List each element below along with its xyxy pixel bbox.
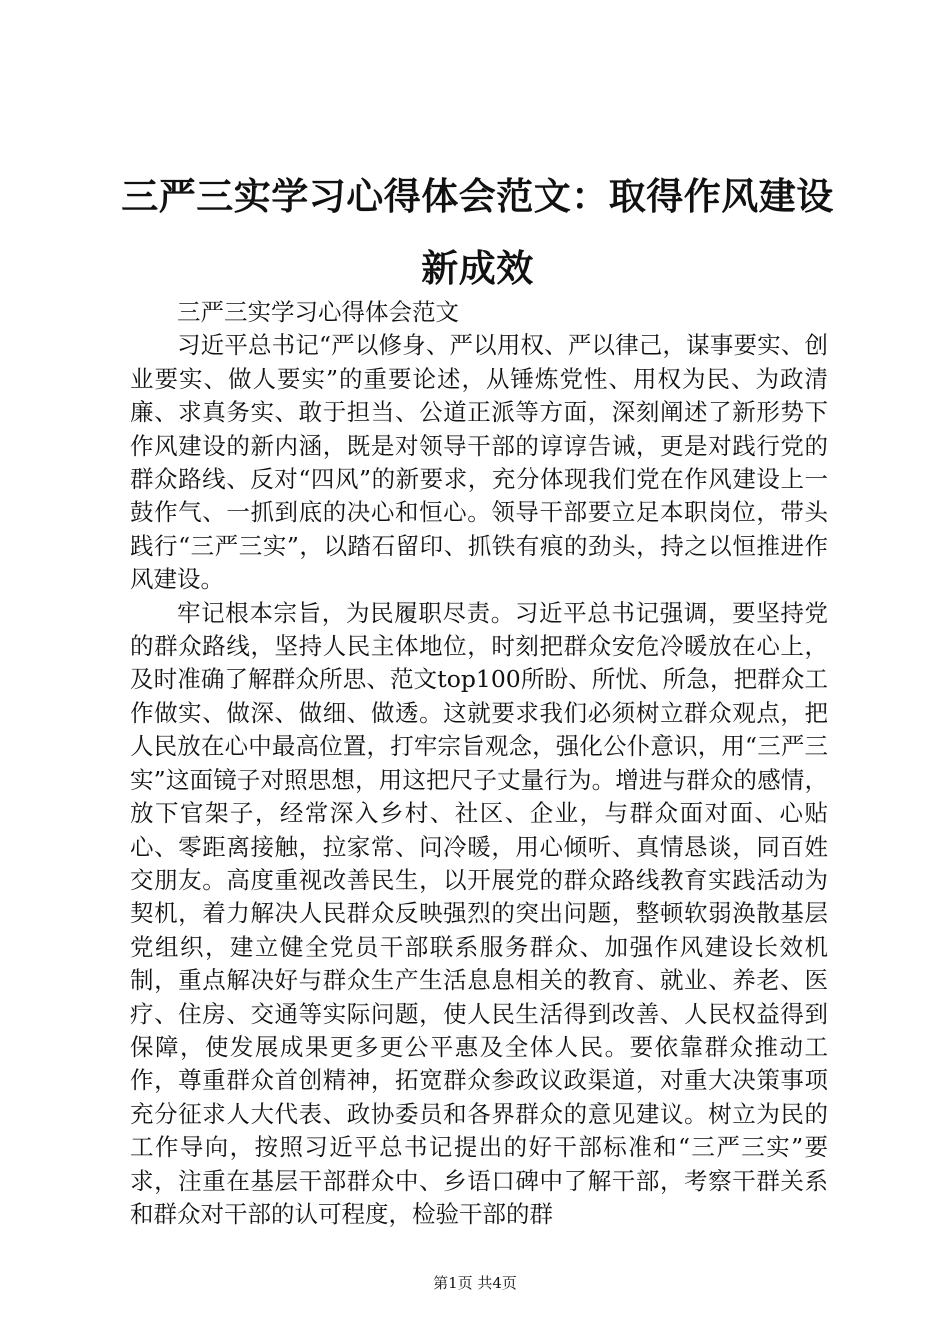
paragraph-intro: 习近平总书记“严以修身、严以用权、严以律己，谋事要实、创业要实、做人要实”的重要论述，从锤炼党性、用权为民、为政清廉、求真务实、敢于担当、公道正派等方面，深刻阐述了新形势下作风建设的新内涵，既是对领导干部的谆谆告诫，更是对践行党的群众路线、反对“四风”的新要求，充分体现我们党在作风建设上一鼓作气、一抓到底的决心和恒心。领导干部要立足本职岗位，带头践行“三严三实”，以踏石留印、抓铁有痕的劲头，持之以恒推进作风建设。 [130,331,828,594]
document-title: 三严三实学习心得体会范文：取得作风建设新成效 [121,174,834,290]
page-number-footer: 第1页 共4页 [433,1274,517,1292]
document-body [130,296,828,1231]
paragraph-main: 牢记根本宗旨，为民履职尽责。习近平总书记强调，要坚持党的群众路线，坚持人民主体地位，时刻把群众安危冷暖放在心上，及时准确了解群众所思、范文top100所盼、所忧、所急，把群众工作做实、做深、做细、做透。这就要求我们必须树立群众观点，把人民放在心中最高位置，打牢宗旨观念，强化公仆意识，用“三严三实”这面镜子对照思想，用这把尺子丈量行为。增进与群众的感情，放下官架子，经常深入乡村、社区、企业，与群众面对面、心贴心、零距离接触，拉家常、问冷暖，用心倾听、真情恳谈，同百姓交朋友。高度重视改善民生，以开展党的群众路线教育实践活动为契机，着力解决人民群众反映强烈的突出问题，整顿软弱涣散基层党组织，建立健全党员干部联系服务群众、加强作风建设长效机制，重点解决好与群众生产生活息息相关的教育、就业、养老、医疗、住房、交通等实际问题，使人民生活得到改善、人民权益得到保障，使发展成果更多更公平惠及全体人民。要依靠群众推动工作，尊重群众首创精神，拓宽群众参政议政渠道，对重大决策事项充分征求人大代表、政协委员和各界群众的意见建议。树立为民的工作导向，按照习近平总书记提出的好干部标准和“三严三实”要求，注重在基层干部群众中、乡语口碑中了解干部，考察干群关系和群众对干部的认可程度，检验干部的群 [130,598,828,1228]
paragraph-subtitle: 三严三实学习心得体会范文 [177,298,459,326]
